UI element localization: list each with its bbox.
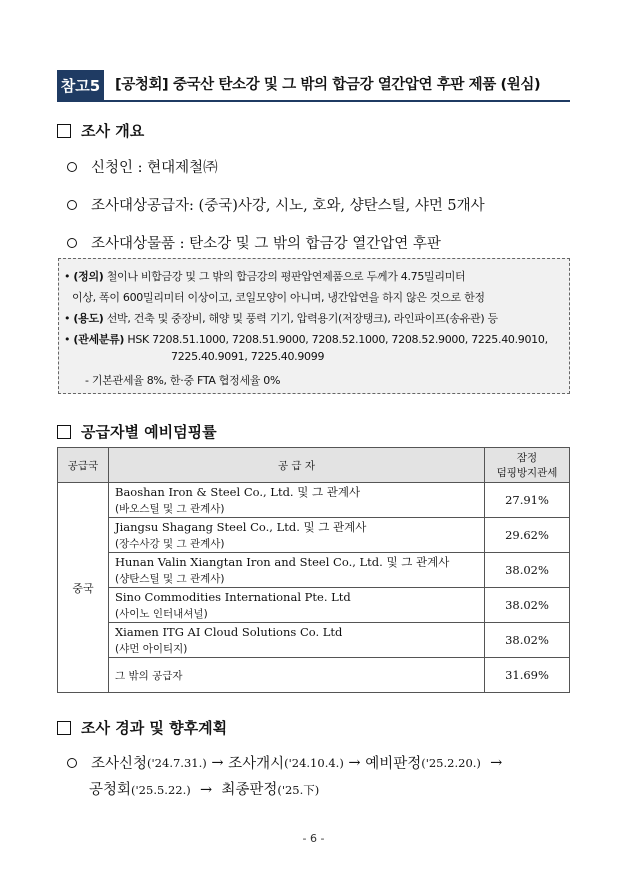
product-text: 조사대상물품 : 탄소강 및 그 밖의 합금강 열간압연 후판 — [91, 236, 441, 252]
suppliers-item — [67, 194, 485, 215]
product-item — [67, 232, 441, 253]
date-application: ('24.7.31.) — [147, 755, 207, 770]
table-row — [58, 553, 570, 588]
definition-line-2: 이상, 폭이 600밀리미터 이상이고, 코일모양이 아니며, 냉간압연을 하지 않은 것으로 한정 — [72, 291, 485, 304]
supplier-name-en: Sino Commodities International Pte. Ltd — [115, 589, 351, 604]
table-row — [58, 658, 570, 693]
checkbox-square-icon — [57, 721, 71, 735]
header-rate-line-2: 덤핑방지관세 — [496, 467, 558, 479]
supplier-name-en: Hunan Valin Xiangtan Iron and Steel Co., Ltd. 및 그 관계사 — [115, 554, 450, 569]
hs-line-1: • (관세분류) HSK 7208.51.1000, 7208.51.9000, 7208.52.1000, 7208.52.9000, 7225.40.9010, — [64, 333, 548, 346]
section-overview-heading — [57, 120, 144, 141]
page-title: [공청회] 중국산 탄소강 및 그 밖의 합금강 열간압연 후판 제품 (원심) — [115, 77, 541, 93]
header-country: 공급국 — [58, 448, 109, 483]
supplier-cell — [109, 588, 485, 623]
page-number: - 6 - — [302, 832, 325, 845]
progress-line-2 — [89, 778, 319, 799]
section-dumping-label: 공급자별 예비덤핑률 — [81, 423, 217, 441]
supplier-name-en: Xiamen ITG AI Cloud Solutions Co. Ltd — [115, 624, 343, 639]
checkbox-square-icon — [57, 124, 71, 138]
rate-cell: 38.02% — [485, 588, 570, 623]
date-hearing: ('25.5.22.) — [131, 783, 191, 797]
table-row — [58, 623, 570, 658]
other-suppliers-name: 그 밖의 공급자 — [115, 669, 183, 682]
step-preliminary: 예비판정 — [365, 756, 422, 772]
checkbox-square-icon — [57, 425, 71, 439]
table-row — [58, 518, 570, 553]
supplier-name-kr: (샹탄스틸 및 그 관계사) — [115, 572, 225, 585]
progress-line-1 — [67, 752, 502, 773]
rate-cell: 38.02% — [485, 553, 570, 588]
rate-cell: 31.69% — [485, 658, 570, 693]
step-application: 조사신청 — [91, 756, 148, 772]
rate-cell: 38.02% — [485, 623, 570, 658]
supplier-cell — [109, 623, 485, 658]
header-rate — [485, 448, 570, 483]
step-final: 최종판정 — [221, 782, 278, 798]
title-underline — [57, 100, 570, 102]
circle-bullet-icon — [67, 238, 77, 248]
title-bar — [57, 70, 570, 100]
section-progress-label: 조사 경과 및 향후계획 — [81, 719, 228, 737]
supplier-cell — [109, 518, 485, 553]
header-supplier: 공 급 자 — [109, 448, 485, 483]
applicant-item — [67, 156, 218, 177]
table-row — [58, 588, 570, 623]
supplier-name-en: Jiangsu Shagang Steel Co., Ltd. 및 그 관계사 — [115, 519, 367, 534]
use-line: • (용도) 선박, 건축 및 중장비, 해양 및 풍력 기기, 압력용기(저장탱크), 라인파이프(송유관) 등 — [64, 312, 498, 325]
date-initiation: ('24.10.4.) — [284, 755, 344, 770]
supplier-cell — [109, 553, 485, 588]
header-rate-line-1: 잠정 — [516, 452, 538, 464]
use-text: 선박, 건축 및 중장비, 해양 및 풍력 기기, 압력용기(저장탱크), 라인파이프(송유관) 등 — [103, 312, 498, 325]
arrow-right-icon: → — [348, 754, 361, 771]
country-cell: 중국 — [58, 483, 109, 693]
supplier-name-kr: (바오스틸 및 그 관계사) — [115, 502, 225, 515]
supplier-name-kr: (샤먼 아이티지) — [115, 642, 188, 655]
supplier-name-en: Baoshan Iron & Steel Co., Ltd. 및 그 관계사 — [115, 484, 361, 499]
section-dumping-heading — [57, 421, 217, 442]
hs-label: (관세분류) — [73, 333, 125, 346]
definition-line-1: • (정의) 철이나 비합금강 및 그 밖의 합금강의 평판압연제품으로 두께가 4.75밀리미터 — [64, 270, 466, 283]
rate-cell: 27.91% — [485, 483, 570, 518]
step-hearing: 공청회 — [89, 782, 132, 798]
circle-bullet-icon — [67, 758, 77, 768]
supplier-name-kr: (장수사강 및 그 관계사) — [115, 537, 225, 550]
reference-badge: 참고5 — [57, 70, 104, 100]
rate-cell: 29.62% — [485, 518, 570, 553]
arrow-right-icon: → — [211, 754, 224, 771]
date-preliminary: ('25.2.20.) — [421, 755, 481, 770]
step-initiation: 조사개시 — [228, 756, 285, 772]
circle-bullet-icon — [67, 200, 77, 210]
definition-text-1: 철이나 비합금강 및 그 밖의 합금강의 평판압연제품으로 두께가 4.75밀리미터 — [103, 270, 466, 283]
use-label: (용도) — [73, 312, 104, 325]
section-progress-heading — [57, 717, 227, 738]
product-definition-box — [58, 258, 570, 394]
arrow-right-icon: → — [199, 782, 213, 798]
hs-codes-1: HSK 7208.51.1000, 7208.51.9000, 7208.52.1000, 7208.52.9000, 7225.40.9010, — [124, 333, 548, 346]
section-overview-label: 조사 개요 — [81, 122, 145, 140]
date-final: ('25.下) — [277, 783, 320, 797]
circle-bullet-icon — [67, 162, 77, 172]
supplier-cell — [109, 483, 485, 518]
hs-line-2: 7225.40.9091, 7225.40.9099 — [171, 350, 325, 363]
dumping-rate-table — [57, 447, 570, 693]
supplier-name-kr: (사이노 인터내셔널) — [115, 607, 208, 620]
table-row — [58, 483, 570, 518]
applicant-text: 신청인 : 현대제철㈜ — [91, 160, 218, 176]
suppliers-text: 조사대상공급자: (중국)사강, 시노, 호와, 샹탄스틸, 샤먼 5개사 — [91, 198, 485, 214]
tariff-line: - 기본관세율 8%, 한·중 FTA 협정세율 0% — [85, 374, 281, 387]
definition-label: (정의) — [73, 270, 104, 283]
table-header-row — [58, 448, 570, 483]
supplier-cell — [109, 658, 485, 693]
arrow-right-icon: → — [490, 754, 503, 771]
